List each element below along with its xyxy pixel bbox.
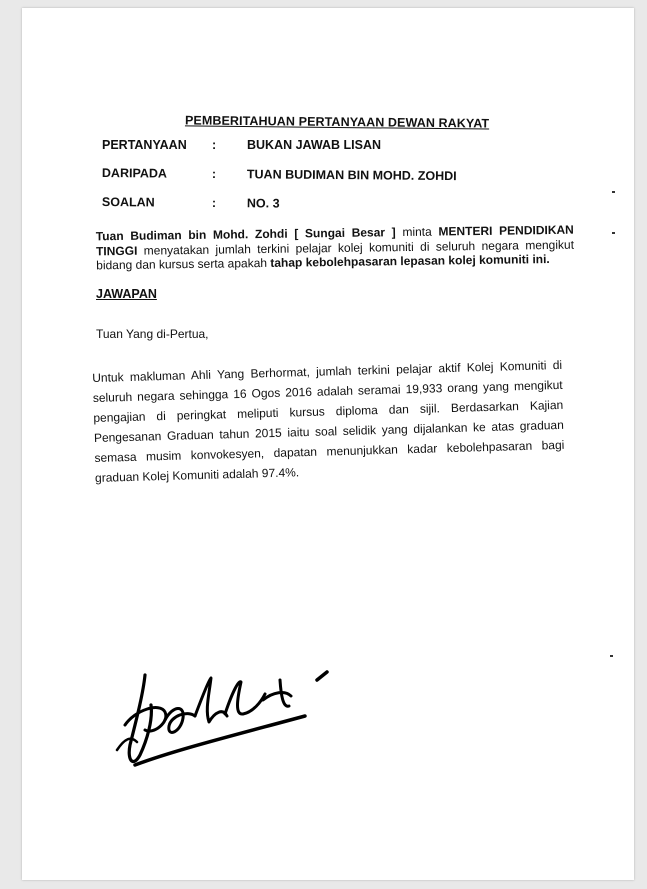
- question-minister: MENTERI PENDIDIKAN TINGGI: [95, 222, 574, 258]
- answer-heading: JAWAPAN: [96, 287, 157, 301]
- field-label: SOALAN: [101, 195, 155, 210]
- question-asker: Tuan Budiman bin Mohd. Zohdi [ Sungai Besar ]: [95, 225, 396, 244]
- question-text: minta: [395, 224, 439, 240]
- field-label: PERTANYAAN: [102, 138, 187, 152]
- field-value: TUAN BUDIMAN BIN MOHD. ZOHDI: [246, 167, 457, 184]
- field-value: BUKAN JAWAB LISAN: [247, 138, 382, 152]
- field-colon: :: [211, 195, 217, 210]
- document-title: PEMBERITAHUAN PERTANYAAN DEWAN RAKYAT: [184, 113, 490, 131]
- scan-speck: [612, 191, 615, 193]
- field-label: DARIPADA: [101, 166, 168, 181]
- field-colon: :: [211, 166, 217, 181]
- handwritten-signature: [105, 650, 355, 780]
- question-text: menyatakan jumlah terkini pelajar kolej komuniti di seluruh negara mengikut bidang dan kursus serta apakah: [96, 237, 575, 273]
- field-colon: :: [212, 138, 217, 152]
- salutation: Tuan Yang di-Pertua,: [96, 327, 209, 341]
- field-value: NO. 3: [246, 196, 280, 211]
- question-emphasis: tahap kebolehpasaran lepasan kolej komuniti ini.: [270, 252, 550, 270]
- question-paragraph: [96, 223, 575, 273]
- scan-speck: [610, 655, 613, 657]
- scan-speck: [612, 232, 615, 234]
- answer-paragraph: Untuk makluman Ahli Yang Berhormat, jumlah terkini pelajar aktif Kolej Komuniti di seluruh negara sehingga 16 Ogos 2016 adalah seramai 19,933 orang yang mengikut pengajian di peringkat meliputi kursus diploma dan sijil. Berdasarkan Kajian Pengesanan Graduan tahun 2015 iaitu soal selidik yang dijalankan ke atas graduan semasa musim konvokesyen, dapatan menunjukkan kadar kebolehpasaran bagi graduan Kolej Komuniti adalah 97.4%.: [92, 357, 565, 485]
